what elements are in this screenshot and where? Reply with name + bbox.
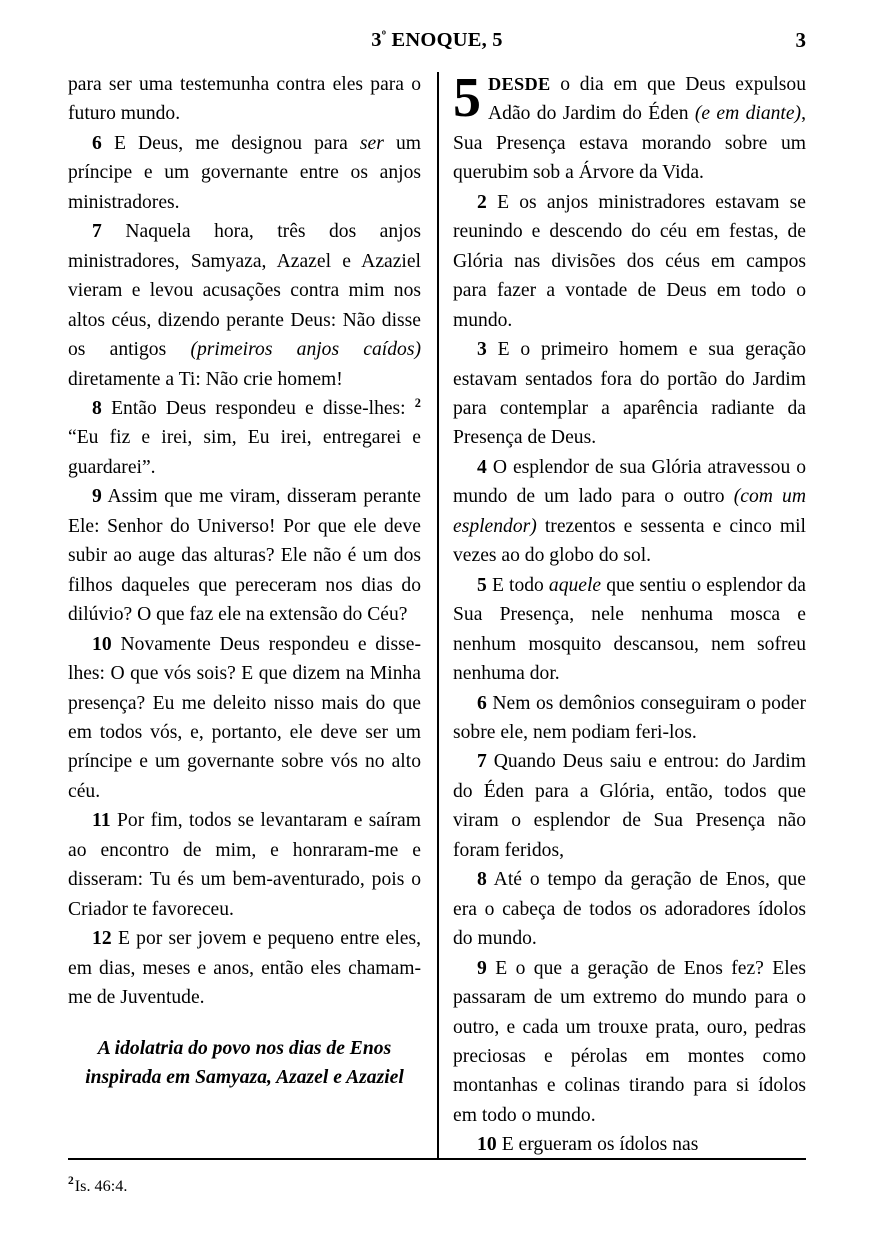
verse-text: Nem os demônios conseguiram o poder sobre ele, nem podiam feri-los.: [453, 692, 806, 743]
chapter-opening-paragraph: [453, 67, 806, 188]
footnote-area: [68, 1176, 806, 1197]
column-divider-rule: [437, 72, 439, 1158]
verse-text: para ser uma testemunha contra eles para o futuro mundo.: [68, 74, 421, 125]
verse-number: 9: [92, 486, 102, 508]
verse-text: E os anjos ministradores estavam se reunindo e descendo do céu em festas, de Glória nas divisões dos céus em campos para fazer a vontade de Deus em todo o mundo.: [453, 191, 806, 331]
verse-italic-insert: (com um esplendor): [453, 486, 806, 537]
verse-paragraph-9: [453, 954, 806, 1131]
verse-italic-insert: ser: [359, 132, 384, 154]
book-title-rest: ENOQUE, 5: [386, 29, 503, 51]
verse-number: 8: [92, 397, 102, 419]
verse-text: E ergueram os ídolos nas: [496, 1134, 699, 1156]
verse-number: 12: [92, 928, 112, 950]
page-title: [68, 27, 806, 53]
verse-text: Assim que me viram, disseram perante Ele: Senhor do Universo! Por que ele deve subir ao auge das alturas? Ele não é um dos filhos daqueles que pereceram nos dias do dilúvio? O que faz ele na extensão do Céu?: [68, 486, 421, 626]
verse-text: E Deus, me designou para: [101, 132, 360, 154]
verse-text: E o que a geração de Enos fez? Eles passaram de um extremo do mundo para o outro, e cada um trouxe prata, ouro, pedras preciosas e pérolas em montes como montanhas e colinas tirando para si ídolos em todo o mundo.: [453, 957, 806, 1126]
running-header: [68, 27, 806, 57]
verse-paragraph-10: [453, 1130, 806, 1159]
footnote-separator-rule: [68, 1158, 806, 1160]
verse-paragraph-6: [453, 689, 806, 748]
verse-number: 2: [477, 191, 487, 213]
verse-number: 8: [477, 869, 487, 891]
verse-text: Naquela hora, três dos anjos ministradores, Samyaza, Azazel e Azaziel vieram e levou acusações contra mim nos altos céus, dizendo perante Deus: Não disse os antigos: [68, 221, 421, 361]
verse-italic-insert: aquele: [548, 574, 602, 596]
verse-text: Então Deus respondeu e disse-lhes:: [101, 397, 415, 419]
verse-text-after: um príncipe e um governante entre os anjos ministradores.: [68, 132, 421, 213]
verse-paragraph-7: [453, 747, 806, 865]
footnote-entry: [68, 1176, 806, 1197]
ordinal-indicator: º: [381, 27, 387, 43]
verse-number: 5: [477, 574, 487, 596]
verse-paragraph-6: [68, 129, 421, 217]
verse-paragraph-5: [453, 571, 806, 689]
left-column: [68, 70, 421, 1150]
verse-text: E todo: [486, 574, 549, 596]
verse-number: 3: [477, 339, 487, 361]
verse-text-after: “Eu fiz e irei, sim, Eu irei, entregarei e guardarei”.: [68, 427, 421, 478]
verse-text: Novamente Deus respondeu e disse-lhes: O que vós sois? E que dizem na Minha presença? Eu me deleito nisso mais do que em todos vós, e, portanto, ele deve ser um príncipe e um governante sobre vós no alto céu.: [68, 633, 421, 802]
verse-paragraph-4: [453, 453, 806, 571]
page-number: 3: [795, 28, 806, 52]
chapter-number-dropcap: 5: [453, 67, 481, 129]
verse-number: 6: [477, 692, 487, 714]
verse-italic-insert: (primeiros anjos caídos): [190, 339, 421, 361]
paragraph-continuation: [68, 70, 421, 129]
footnote-text: Is. 46:4.: [74, 1177, 128, 1195]
verse-text-after: trezentos e sessenta e cinco mil vezes ao do globo do sol.: [453, 515, 806, 567]
verse-number: 10: [92, 633, 112, 655]
verse-text-after: , Sua Presença estava morando sobre um querubim sob a Árvore da Vida.: [453, 103, 806, 184]
verse-text: Por fim, todos se levantaram e saíram ao encontro de mim, e honraram-me e disseram: Tu és um bem-aventurado, pois o Criador te favoreceu.: [68, 810, 421, 920]
verse-text: E por ser jovem e pequeno entre eles, em dias, meses e anos, então eles chamam-me de Juventude.: [68, 928, 421, 1009]
verse-text: E o primeiro homem e sua geração estavam sentados fora do portão do Jardim para contemplar a aparência radiante da Presença de Deus.: [453, 339, 806, 449]
verse-text-after: que sentiu o esplendor da Sua Presença, nele nenhuma mosca e nenhum mosquito descansou, nem sofreu nenhuma dor.: [453, 574, 807, 685]
verse-paragraph-9: [68, 482, 421, 629]
verse-paragraph-8: [68, 394, 421, 482]
verse-paragraph-8: [453, 865, 806, 953]
verse-paragraph-12: [68, 924, 421, 1012]
right-column: [453, 67, 807, 1156]
verse-paragraph-10: [68, 630, 421, 807]
section-heading: A idolatria do povo nos dias de Enos inspirada em Samyaza, Azazel e Azaziel: [85, 1037, 404, 1088]
verse-number: 4: [477, 456, 487, 478]
verse-number: 10: [477, 1134, 497, 1156]
chapter-opening-smallcaps: DESDE: [488, 74, 551, 94]
verse-paragraph-11: [68, 806, 421, 924]
verse-number: 7: [477, 751, 487, 773]
verse-text: Quando Deus saiu e entrou: do Jardim do Éden para a Glória, então, todos que viram o esplendor de Sua Presença não foram feridos,: [453, 751, 806, 861]
verse-paragraph-2: [453, 188, 806, 335]
body-columns: [68, 67, 807, 1156]
verse-paragraph-7: [68, 217, 421, 394]
footnote-marker: 2: [68, 1175, 74, 1188]
verse-number: 11: [92, 810, 111, 832]
verse-text-after: diretamente a Ti: Não crie homem!: [68, 368, 343, 390]
verse-number: 9: [477, 957, 487, 979]
verse-italic-insert: (e em diante): [694, 103, 802, 125]
footnote-reference[interactable]: 2: [414, 396, 421, 411]
verse-text: O esplendor de sua Glória atravessou o mundo de um lado para o outro: [453, 456, 806, 508]
verse-paragraph-3: [453, 335, 806, 453]
verse-number: 6: [92, 132, 102, 154]
verse-text: Até o tempo da geração de Enos, que era o cabeça de todos os adoradores ídolos do mundo.: [453, 869, 806, 950]
book-ordinal-number: 3: [371, 29, 382, 51]
verse-text: o dia em que Deus expulsou Adão do Jardim do Éden: [488, 74, 806, 125]
verse-number: 7: [92, 221, 102, 243]
